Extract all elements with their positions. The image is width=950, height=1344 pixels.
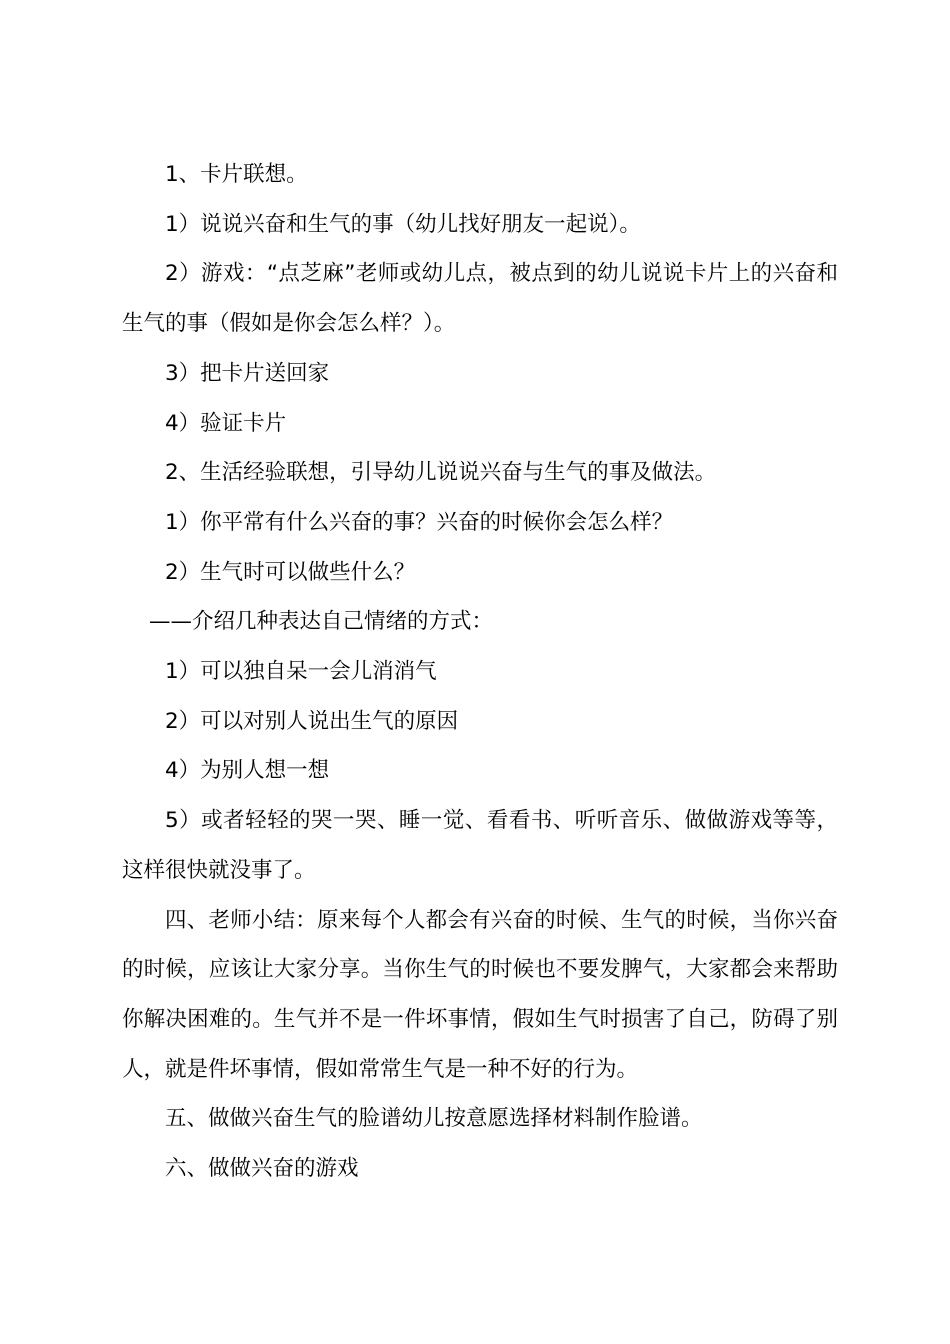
document-body <box>122 150 838 1194</box>
paragraph-substep-1: 1）说说兴奋和生气的事（幼儿找好朋友一起说）。 <box>165 211 641 237</box>
paragraph-step-2: 2、生活经验联想，引导幼儿说说兴奋与生气的事及做法。 <box>165 460 717 486</box>
paragraph-method-1: 1）可以独自呆一会儿消消气 <box>165 659 437 685</box>
paragraph-substep-3: 3）把卡片送回家 <box>165 360 330 386</box>
paragraph-method-2: 2）可以对别人说出生气的原因 <box>165 708 459 734</box>
paragraph-question-2: 2）生气时可以做些什么？ <box>165 559 416 585</box>
paragraph-method-5: 5）或者轻轻的哭一哭、睡一觉、看看书、听听音乐、做做游戏等等，这样很快就没事了。 <box>122 808 838 883</box>
paragraph-step-6: 六、做做兴奋的游戏 <box>165 1156 359 1182</box>
paragraph-question-1: 1）你平常有什么兴奋的事？兴奋的时候你会怎么样？ <box>165 509 674 535</box>
paragraph-summary: 四、老师小结：原来每个人都会有兴奋的时候、生气的时候，当你兴奋的时候，应该让大家分享。当你生气的时候也不要发脾气，大家都会来帮助你解决困难的。生气并不是一件坏事情，假如生气时损害了自己，防碍了别人，就是件坏事情，假如常常生气是一种不好的行为。 <box>122 907 838 1082</box>
paragraph-substep-4: 4）验证卡片 <box>165 410 287 436</box>
paragraph-substep-2: 2）游戏：“点芝麻”老师或幼儿点，被点到的幼儿说说卡片上的兴奋和生气的事（假如是你会怎么样？）。 <box>122 261 838 337</box>
paragraph-methods-intro: ——介绍几种表达自己情绪的方式： <box>149 609 494 635</box>
paragraph-step-5: 五、做做兴奋生气的脸谱幼儿按意愿选择材料制作脸谱。 <box>165 1106 703 1132</box>
paragraph-step-1: 1、卡片联想。 <box>165 162 308 187</box>
paragraph-method-4: 4）为别人想一想 <box>165 758 330 784</box>
